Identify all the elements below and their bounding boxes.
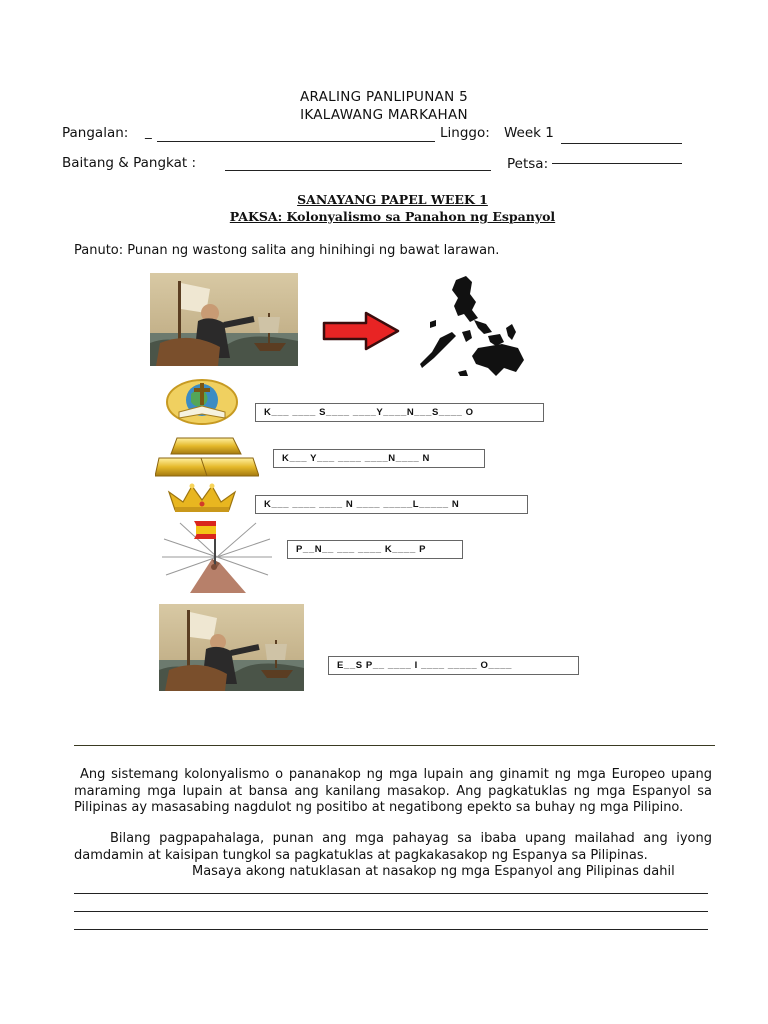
date-field[interactable] bbox=[552, 163, 682, 164]
worksheet-title: SANAYANG PAPEL WEEK 1 bbox=[297, 192, 488, 207]
grade-field[interactable] bbox=[225, 170, 491, 171]
week-label: Linggo: bbox=[440, 125, 490, 141]
prompt-sentence: Masaya akong natuklasan at nasakop ng mga Espanyol ang Pilipinas dahil bbox=[192, 864, 675, 879]
philippines-map-icon bbox=[412, 272, 550, 382]
explorer-picture-icon bbox=[150, 273, 298, 366]
name-prefix: _ bbox=[145, 124, 152, 140]
answer-box-1[interactable]: K___ ____ S____ ____Y____N___S____ O bbox=[255, 403, 544, 422]
answer-box-5[interactable]: E__S P__ ____ I ____ _____ O____ bbox=[328, 656, 579, 675]
flag-mountain-icon bbox=[160, 517, 274, 595]
week-field[interactable] bbox=[561, 143, 682, 144]
explorer-picture-icon bbox=[159, 604, 304, 691]
answer-line[interactable] bbox=[74, 911, 708, 912]
answer-line[interactable] bbox=[74, 929, 708, 930]
subject-title: ARALING PANLIPUNAN 5 bbox=[299, 89, 469, 105]
name-label: Pangalan: bbox=[62, 125, 129, 141]
grade-label: Baitang & Pangkat : bbox=[62, 155, 197, 171]
instruction-paragraph: Bilang pagpapahalaga, punan ang mga pahayag sa ibaba upang mailahad ang iyong damdamin at kaisipan tungkol sa pagkatuklas at pagkakasakop ng Espanya sa Pilipinas. bbox=[74, 831, 712, 863]
gold-bars-icon bbox=[155, 432, 259, 480]
instruction: Panuto: Punan ng wastong salita ang hinihingi ng bawat larawan. bbox=[74, 243, 500, 258]
name-field[interactable] bbox=[157, 141, 435, 142]
crown-icon bbox=[165, 482, 239, 514]
bible-globe-icon bbox=[165, 378, 239, 426]
topic-title: PAKSA: Kolonyalismo sa Panahon ng Espanyol bbox=[229, 209, 556, 224]
right-arrow-icon bbox=[322, 311, 400, 351]
section-divider bbox=[74, 745, 715, 746]
answer-box-2[interactable]: K___ Y___ ____ ____N____ N bbox=[273, 449, 485, 468]
answer-box-4[interactable]: P__N__ ___ ____ K____ P bbox=[287, 540, 463, 559]
date-label: Petsa: bbox=[507, 156, 549, 172]
intro-paragraph: Ang sistemang kolonyalismo o pananakop ng mga lupain ang ginamit ng mga Europeo upang maraming mga lupain at bansa ang kanilang masakop. Ang pagkatuklas ng mga Espanyol sa Pilipinas ay masasabing nagdulot ng positibo at negatibong epekto sa buhay ng mga Pilipino. bbox=[74, 767, 712, 815]
answer-box-3[interactable]: K___ ____ ____ N ____ _____L_____ N bbox=[255, 495, 528, 514]
quarter-title: IKALAWANG MARKAHAN bbox=[300, 107, 468, 123]
answer-line[interactable] bbox=[74, 893, 708, 894]
week-value: Week 1 bbox=[504, 125, 554, 141]
